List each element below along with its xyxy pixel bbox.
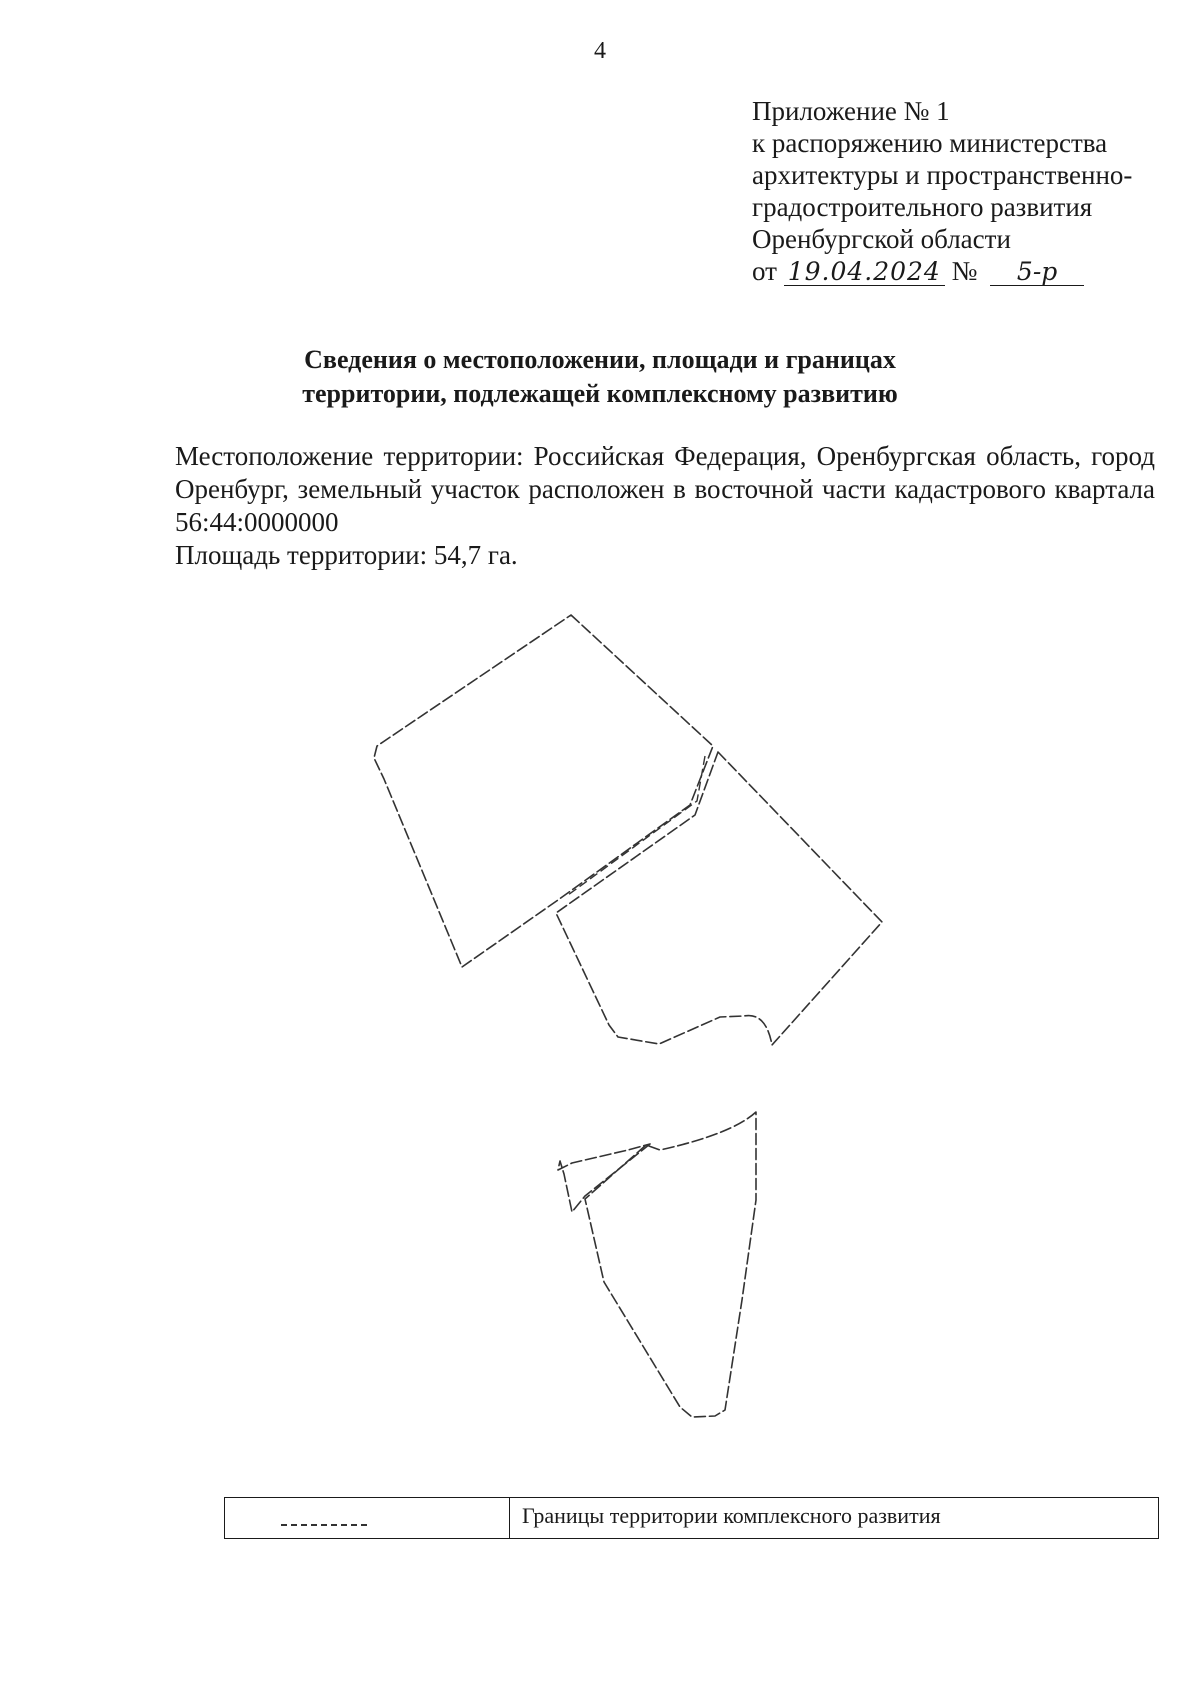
location-text: Местоположение территории: Российская Федерация, Оренбургская область, город Оренбург, земельный участок расположен в восточной части кадастрового квартала 56:44:0000000 [175,441,1155,537]
appendix-title: Приложение № 1 [752,96,950,126]
legend-symbol-cell [225,1498,510,1538]
map-legend [224,1497,1159,1539]
boundary-parcel-north-east [556,752,882,1045]
heading-line-1: Сведения о местоположении, площади и границах [304,345,896,374]
number-prefix: № [951,256,978,286]
date-prefix: от [752,256,777,286]
boundary-strip-north [568,756,705,895]
dashed-line-symbol [281,1524,367,1526]
handwritten-number: 5-р [990,259,1084,286]
area-text: Площадь территории: 54,7 га. [175,540,518,570]
boundary-parcel-north-west [374,615,713,967]
appendix-line-4: Оренбургской области [752,224,1011,254]
boundary-parcel-south [585,1112,756,1417]
appendix-line-3: градостроительного развития [752,192,1093,222]
appendix-line-2: архитектуры и пространственно- [752,160,1133,190]
heading-line-2: территории, подлежащей комплексному развитию [302,379,898,408]
boundary-strip-south [558,1144,650,1212]
page-number: 4 [594,38,606,64]
handwritten-date: 19.04.2024 [784,259,945,286]
legend-label: Границы территории комплексного развития [522,1503,941,1528]
appendix-line-1: к распоряжению министерства [752,128,1108,158]
